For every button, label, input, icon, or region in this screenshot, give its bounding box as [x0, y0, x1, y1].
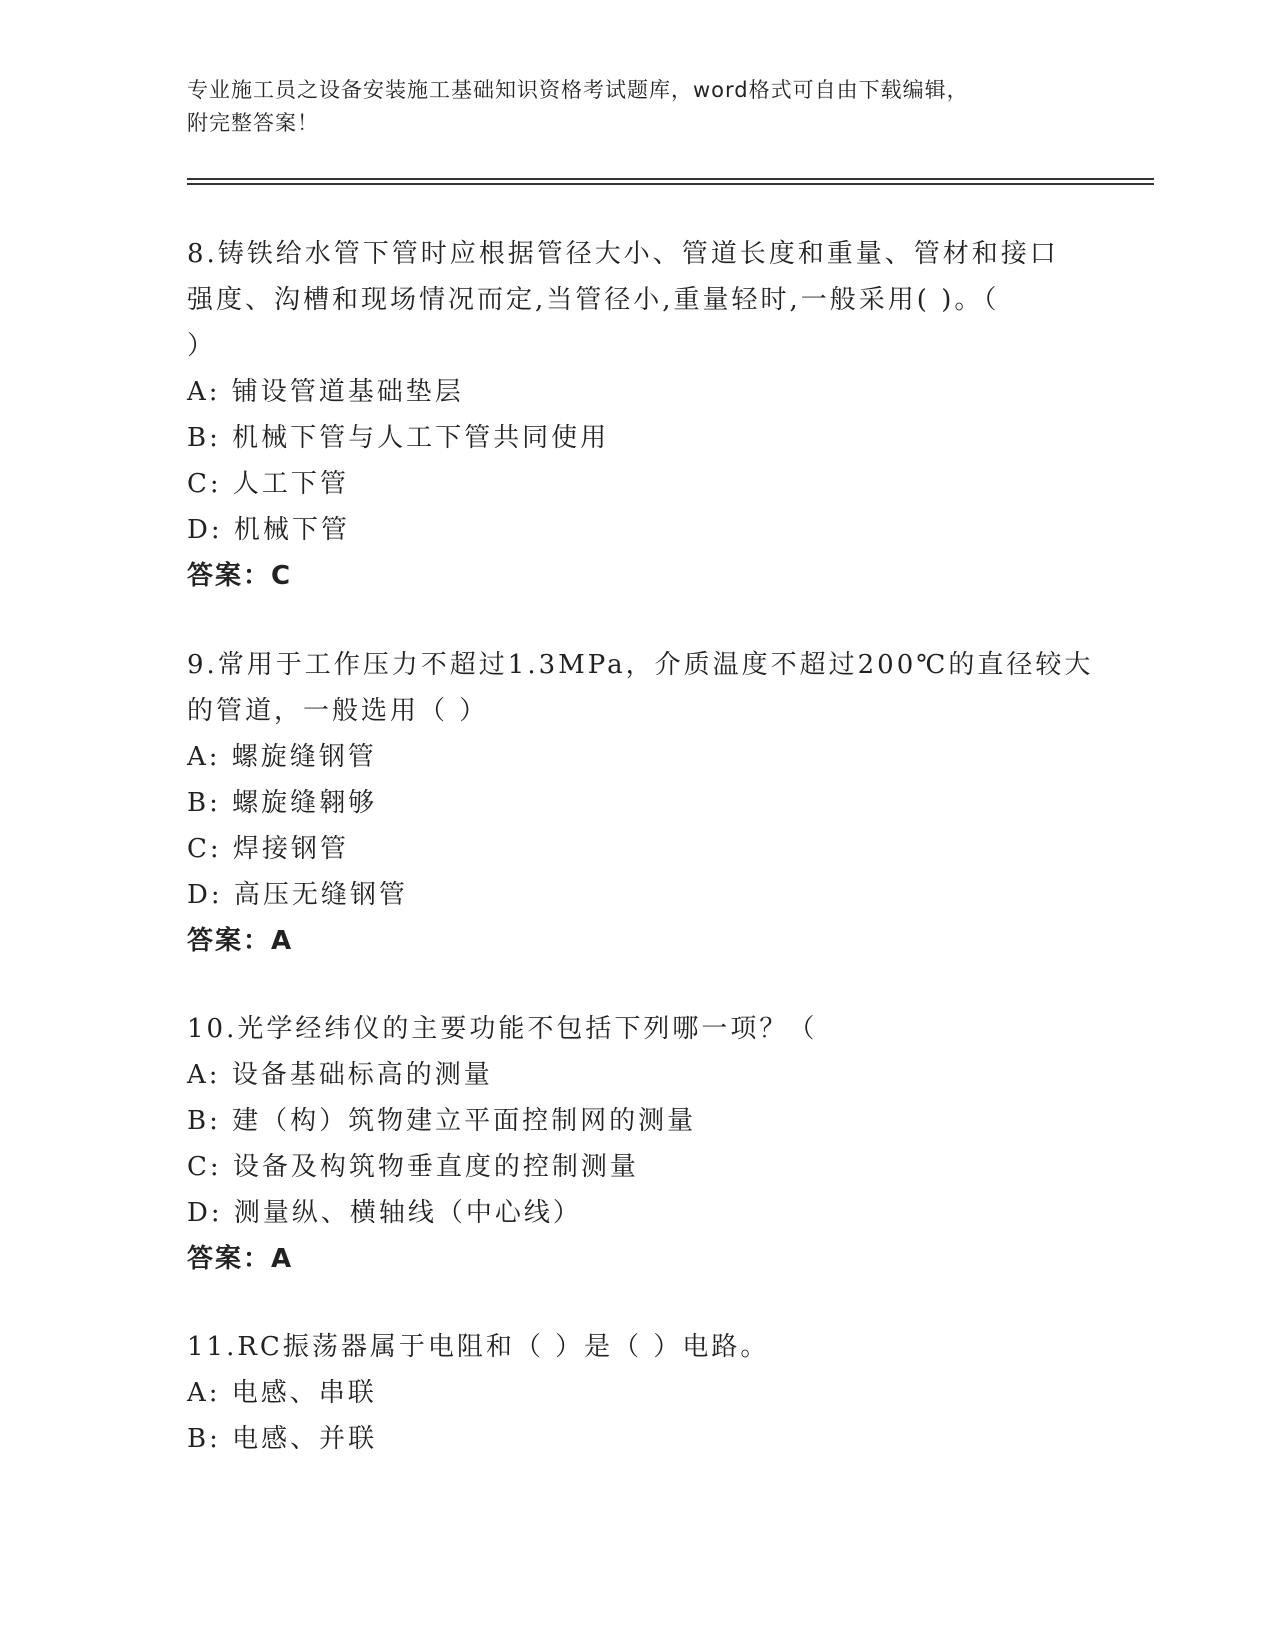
- document-header: [187, 74, 1067, 140]
- header-divider-top: [187, 178, 1154, 180]
- answer: 答案：A: [187, 1244, 294, 1274]
- option-b: B: 机械下管与人工下管共同使用: [187, 423, 610, 453]
- question-stem-line: 8.铸铁给水管下管时应根据管径大小、管道长度和重量、管材和接口: [187, 239, 1059, 269]
- option-b: B: 建（构）筑物建立平面控制网的测量: [187, 1106, 697, 1136]
- question-8: [187, 231, 1087, 599]
- option-c: C: 焊接钢管: [187, 834, 349, 864]
- option-c: C: 设备及构筑物垂直度的控制测量: [187, 1152, 639, 1182]
- option-d: D: 高压无缝钢管: [187, 880, 408, 910]
- option-a: A: 螺旋缝钢管: [187, 742, 377, 772]
- answer: 答案：C: [187, 561, 293, 591]
- option-d: D: 测量纵、横轴线（中心线）: [187, 1198, 582, 1228]
- question-11: [187, 1324, 1087, 1462]
- header-divider-bottom: [187, 183, 1154, 185]
- option-a: A: 铺设管道基础垫层: [187, 377, 464, 407]
- question-stem-line: 强度、沟槽和现场情况而定,当管径小,重量轻时,一般采用( )。（: [187, 285, 1000, 315]
- option-a: A: 设备基础标高的测量: [187, 1060, 493, 1090]
- answer: 答案：A: [187, 926, 294, 956]
- option-d: D: 机械下管: [187, 515, 350, 545]
- question-10: [187, 1006, 1087, 1282]
- option-b: B: 电感、并联: [187, 1424, 378, 1454]
- question-stem-line: 的管道，一般选用（ ）: [187, 696, 489, 726]
- option-c: C: 人工下管: [187, 469, 349, 499]
- question-stem-line: 9.常用于工作压力不超过1.3MPa，介质温度不超过200℃的直径较大: [187, 650, 1094, 680]
- option-a: A: 电感、串联: [187, 1378, 377, 1408]
- question-9: [187, 642, 1094, 964]
- header-line-1: 专业施工员之设备安装施工基础知识资格考试题库，word格式可自由下载编辑，: [187, 78, 969, 102]
- question-stem-line: ）: [187, 331, 217, 361]
- question-stem-line: 11.RC振荡器属于电阻和（ ）是（ ）电路。: [187, 1332, 770, 1362]
- option-b: B: 螺旋缝翱够: [187, 788, 378, 818]
- question-stem-line: 10.光学经纬仪的主要功能不包括下列哪一项？（: [187, 1014, 818, 1044]
- header-line-2: 附完整答案！: [187, 111, 319, 135]
